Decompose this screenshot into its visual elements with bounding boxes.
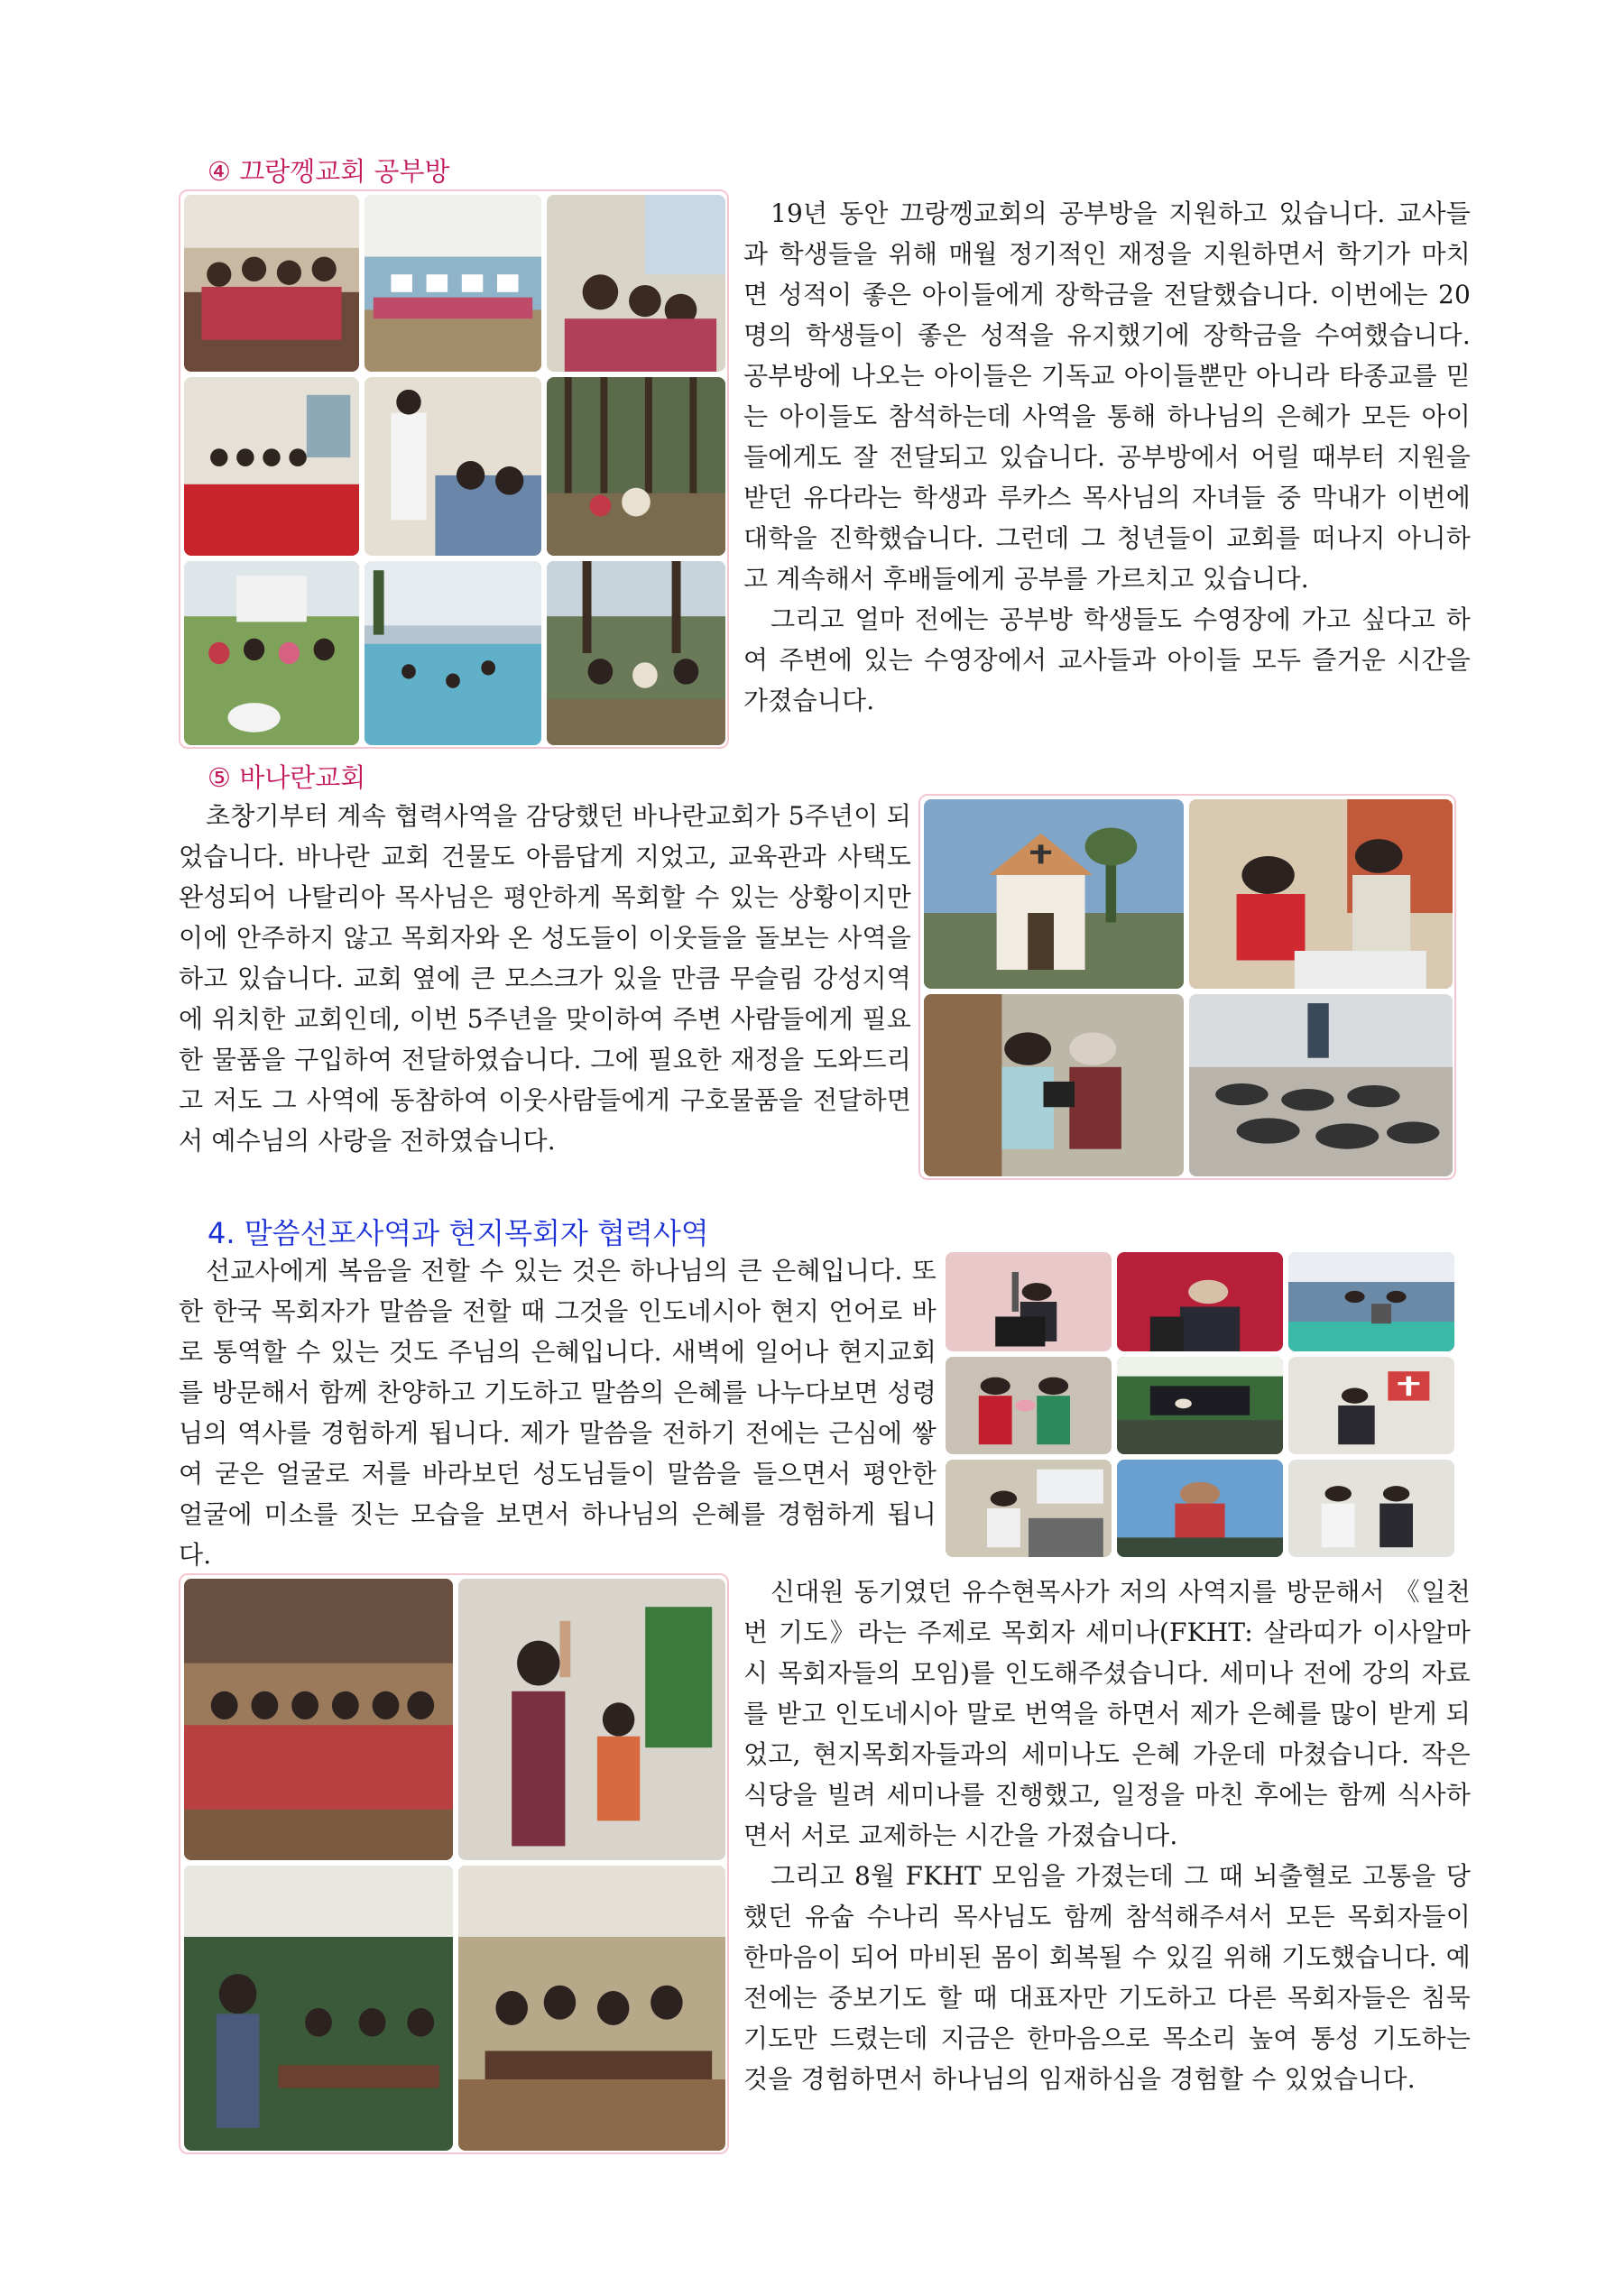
photo-church-building: [924, 799, 1184, 989]
photo-pastors-dining: [458, 1866, 725, 2151]
section-heading-banaran-church: ⑤ 바나란교회: [208, 762, 366, 793]
paragraph: 그리고 8월 FKHT 모임을 가졌는데 그 때 뇌출혈로 고통을 당했던 유숩 수나리 목사님도 함께 참석해주셔서 모든 목회자들이 한마음이 되어 마비된 몸이 회복될 수 있길 위해 기도했습니다. 예전에는 중보기도 할 때 대표자만 기도하고 다른 목회자들은 침묵 기도만 드렸는데 지금은 한마음으로 목소리 높여 통성 기도하는 것을 경험하면서 하나님의 임재하심을 경험할 수 있었습니다.: [743, 1861, 1471, 2094]
seminar-text: [743, 1571, 1471, 2099]
photo-pastors-group: [184, 1579, 453, 1860]
photo-preacher-speaking: [1117, 1252, 1283, 1351]
photo-jesus-mural: [1117, 1460, 1283, 1557]
preaching-ministry-text-top: [179, 1250, 937, 1575]
seminar-photo-collage: [179, 1573, 729, 2154]
photo-pastor-handing-gift: [1189, 799, 1453, 989]
paragraph: 그리고 얼마 전에는 공부방 학생들도 수영장에 가고 싶다고 하여 주변에 있는 수영장에서 교사들과 아이들 모두 즐거운 시간을 가졌습니다.: [743, 604, 1471, 715]
photo-church-congregation-green: [1117, 1357, 1283, 1454]
photo-worship-stage: [1288, 1252, 1454, 1351]
study-room-text: [743, 193, 1471, 721]
photo-students-with-certificates: [364, 195, 541, 372]
photo-preacher-at-pulpit: [946, 1252, 1112, 1351]
photo-children-seated: [547, 195, 725, 372]
photo-pool-party-group: [184, 561, 359, 745]
photo-couple-with-flowers: [946, 1357, 1112, 1454]
photo-handshake-group: [1288, 1460, 1454, 1557]
banaran-church-text: [179, 796, 911, 1161]
photo-relief-bags-in-church: [1189, 994, 1453, 1176]
study-room-photo-collage: [179, 189, 729, 749]
photo-lecture-hall: [946, 1460, 1112, 1557]
photo-classroom-group: [184, 195, 359, 372]
photo-forest-group: [547, 377, 725, 556]
photo-outdoor-crowd: [547, 561, 725, 745]
section-heading-study-room: ④ 끄랑껭교회 공부방: [208, 156, 450, 187]
photo-preacher-with-cross-screen: [1288, 1357, 1454, 1454]
section-heading-preaching-ministry: 4. 말씀선포사역과 현지목회자 협력사역: [208, 1216, 709, 1250]
preaching-photo-grid: [946, 1252, 1456, 1557]
paragraph: 초창기부터 계속 협력사역을 감당했던 바나란교회가 5주년이 되었습니다. 바나란 교회 건물도 아름답게 지었고, 교육관과 사택도 완성되어 나탈리아 목사님은 평안하게 목회할 수 있는 상황이지만 이에 안주하지 않고 목회자와 온 성도들이 이웃들을 돌보는 사역을 하고 있습니다. 교회 옆에 큰 모스크가 있을 만큼 무슬림 강성지역에 위치한 교회인데, 이번 5주년을 맞이하여 주변 사람들에게 필요한 물품을 구입하여 전달하였습니다. 그에 필요한 재정을 도와드리고 저도 그 사역에 동참하여 이웃사람들에게 구호물품을 전달하면서 예수님의 사랑을 전하였습니다.: [179, 801, 911, 1156]
photo-praying-hands-raised: [458, 1579, 725, 1860]
paragraph: 선교사에게 복음을 전할 수 있는 것은 하나님의 큰 은혜입니다. 또한 한국 목회자가 말씀을 전할 때 그것을 인도네시아 현지 언어로 바로 통역할 수 있는 것도 주님의 은혜입니다. 새벽에 일어나 현지교회를 방문해서 함께 찬양하고 기도하고 말씀의 은혜를 나누다보면 성령님의 역사를 경험하게 됩니다. 제가 말씀을 전하기 전에는 근심에 쌓여 굳은 얼굴로 저를 바라보던 성도님들이 말씀을 들으면서 평안한 얼굴에 미소를 짓는 모습을 보면서 하나님의 은혜를 경험하게 됩니다.: [179, 1256, 937, 1570]
paragraph: 신대원 동기였던 유수현목사가 저의 사역지를 방문해서 《일천번 기도》라는 주제로 목회자 세미나(FKHT: 살라띠가 이사알마시 목회자들의 모임)를 인도해주셨습니다. 세미나 전에 강의 자료를 받고 인도네시아 말로 번역을 하면서 제가 은혜를 많이 받게 되었고, 현지목회자들과의 세미나도 은혜 가운데 마쳤습니다. 작은 식당을 빌려 세미나를 진행했고, 일정을 마친 후에는 함께 식사하면서 서로 교제하는 시간을 가졌습니다.: [743, 1577, 1471, 1850]
photo-red-carpet-hall: [184, 377, 359, 556]
photo-teacher-with-students: [364, 377, 541, 556]
photo-seminar-restaurant: [184, 1866, 453, 2151]
banaran-church-photo-collage: [918, 794, 1456, 1180]
photo-giving-relief-bag: [924, 994, 1184, 1176]
photo-swimming-pool: [364, 561, 541, 745]
paragraph: 19년 동안 끄랑껭교회의 공부방을 지원하고 있습니다. 교사들과 학생들을 위해 매월 정기적인 재정을 지원하면서 학기가 마치면 성적이 좋은 아이들에게 장학금을 전달했습니다. 이번에는 20명의 학생들이 좋은 성적을 유지했기에 장학금을 수여했습니다. 공부방에 나오는 아이들은 기독교 아이들뿐만 아니라 타종교를 믿는 아이들도 참석하는데 사역을 통해 하나님의 은혜가 모든 아이들에게도 잘 전달되고 있습니다. 공부방에서 어릴 때부터 지원을 받던 유다라는 학생과 루카스 목사님의 자녀들 중 막내가 이번에 대학을 진학했습니다. 그런데 그 청년들이 교회를 떠나지 아니하고 계속해서 후배들에게 공부를 가르치고 있습니다.: [743, 198, 1471, 594]
